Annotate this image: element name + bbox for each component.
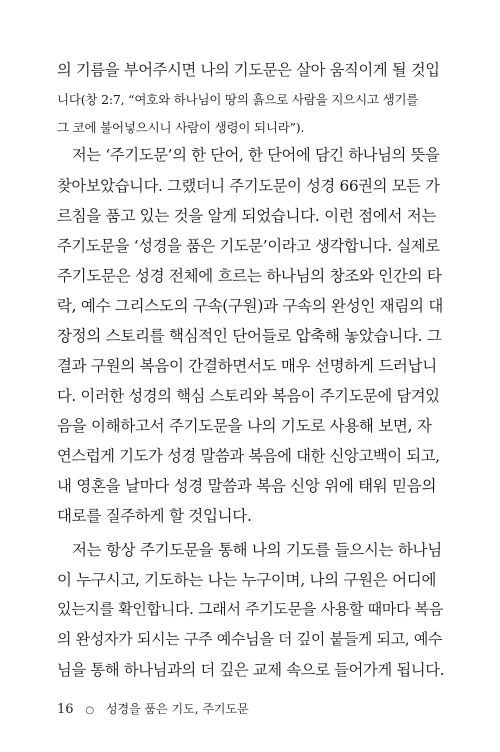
text-line: 의 완성자가 되시는 구주 예수님을 더 깊이 붙들게 되고, 예수 — [57, 630, 443, 648]
text-line: 주기도문은 성경 전체에 흐르는 하나님의 창조와 인간의 타 — [57, 267, 442, 285]
running-book-title: 성경을 품은 기도, 주기도문 — [105, 702, 249, 716]
text-line: 르침을 품고 있는 것을 알게 되었습니다. 이런 점에서 저는 — [57, 207, 437, 225]
text-line: 저는 항상 주기도문을 통해 나의 기도를 들으시는 하나님 — [72, 541, 442, 559]
text-line: 다. 이러한 성경의 핵심 스토리와 복음이 주기도문에 담겨있 — [57, 387, 440, 405]
text-line: 있는지를 확인합니다. 그래서 주기도문을 사용할 때마다 복음 — [57, 600, 444, 618]
text-line: 그 코에 불어넣으시니 사람이 생령이 되니라”). — [57, 120, 305, 135]
text-line: 의 기름을 부어주시면 나의 기도문은 살아 움직이게 될 것입 — [57, 61, 440, 79]
text-line: 내 영혼을 날마다 성경 말씀과 복음 신앙 위에 태워 믿음의 — [57, 477, 437, 495]
text-line: 음을 이해하고서 주기도문을 나의 기도로 사용해 보면, 자 — [57, 417, 432, 435]
text-line: 주기도문을 ‘성경을 품은 기도문’이라고 생각합니다. 실제로 — [57, 237, 440, 255]
text-line: 연스럽게 기도가 성경 말씀과 복음에 대한 신앙고백이 되고, — [57, 447, 440, 465]
text-line: 니다(창 2:7, “여호와 하나님이 땅의 흙으로 사람을 지으시고 생기를 — [57, 92, 419, 107]
text-line: 저는 ‘주기도문’의 한 단어, 한 단어에 담긴 하나님의 뜻을 — [72, 146, 440, 164]
text-line: 대로를 질주하게 할 것입니다. — [57, 507, 252, 525]
text-line: 님을 통해 하나님과의 더 깊은 교제 속으로 들어가게 됩니다. — [57, 661, 445, 679]
text-line: 락, 예수 그리스도의 구속(구원)과 구속의 완성인 재림의 대 — [57, 297, 443, 315]
text-line: 결과 구원의 복음이 간결하면서도 매우 선명하게 드러납니 — [57, 357, 437, 375]
text-line: 찾아보았습니다. 그랬더니 주기도문이 성경 66권의 모든 가 — [57, 177, 440, 195]
text-line: 장정의 스토리를 핵심적인 단어들로 압축해 놓았습니다. 그 — [57, 327, 442, 345]
text-line: 이 누구시고, 기도하는 나는 누구이며, 나의 구원은 어디에 — [57, 571, 437, 589]
circle-separator-icon: ○ — [85, 705, 95, 716]
page-number: 16 — [57, 702, 74, 717]
page-footer — [57, 700, 249, 717]
